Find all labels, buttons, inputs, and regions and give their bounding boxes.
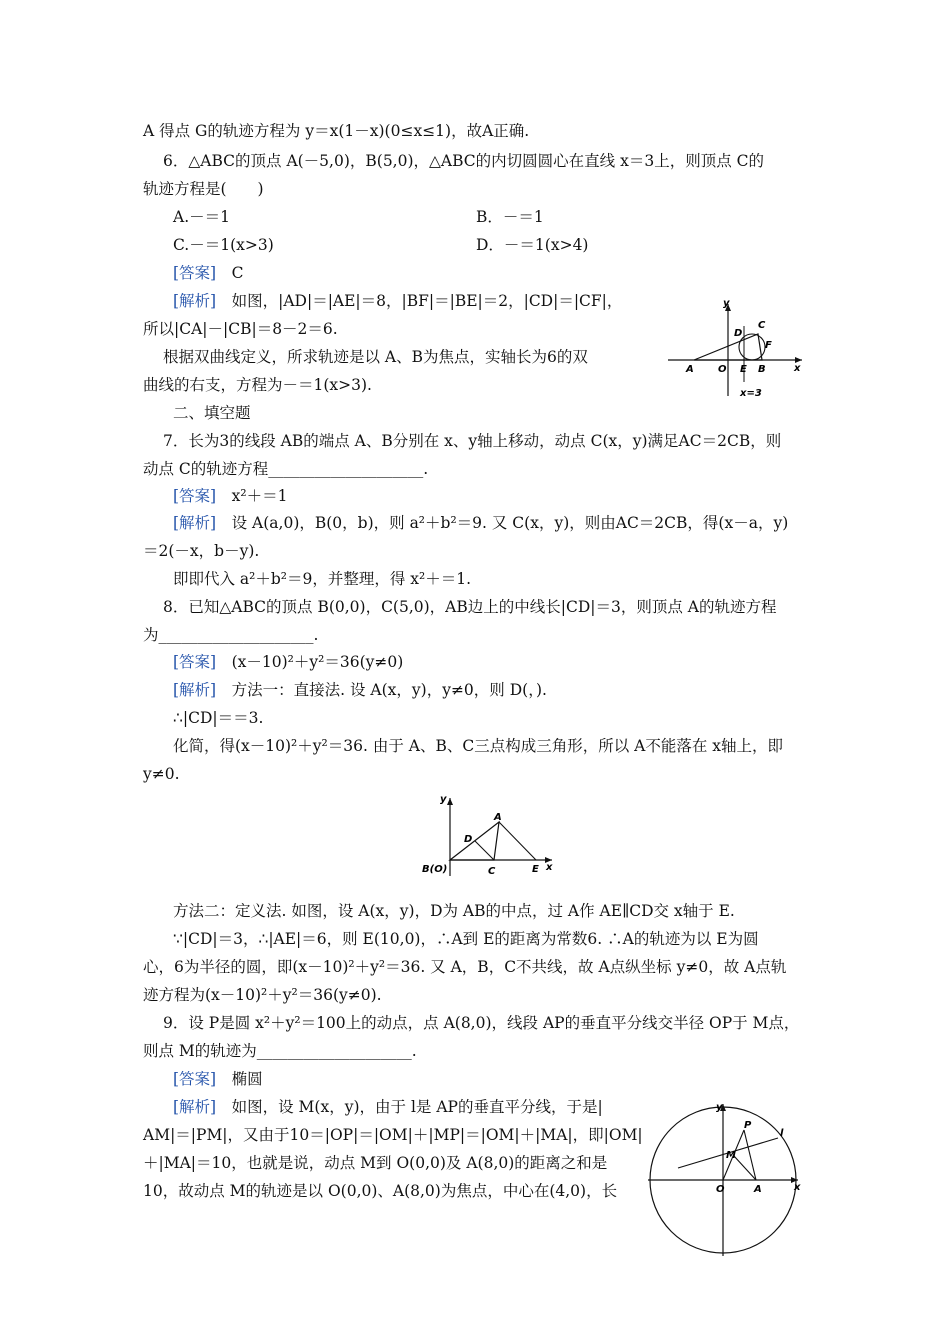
answer-value: C	[231, 264, 244, 282]
problem-6-line-1: 6．△ABC的顶点 A(－5,0)，B(5,0)，△ABC的内切圆圆心在直线 x＝3上，则顶点 C的	[163, 152, 764, 170]
analysis-6-line-4: 曲线的右支，方程为－＝1(x>3).	[143, 376, 372, 394]
analysis-8-line-6: ∵|CD|＝3，∴|AE|＝6，则 E(10,0)，∴A到 E的距离为常数6. ∴A的轨迹为以 E为圆	[173, 930, 759, 948]
analysis-8-line-7: 心，6为半径的圆，即(x－10)²＋y²＝36. 又 A，B，C不共线，故 A点纵坐标 y≠0，故 A点轨	[143, 958, 787, 976]
analysis-8-line-4: y≠0.	[143, 765, 180, 783]
label-l: l	[780, 1128, 784, 1139]
analysis-9-line-3: ＋|MA|＝10，也就是说，动点 M到 O(0,0)及 A(8,0)的距离之和是	[143, 1154, 608, 1172]
label-a: A	[686, 364, 694, 375]
segment-ae	[499, 822, 536, 860]
problem-8-line-2: 为____________________.	[143, 626, 319, 644]
analysis-6-line-3: 根据双曲线定义，所求轨迹是以 A、B为焦点，实轴长为6的双	[163, 348, 588, 366]
analysis-9-line-1	[173, 1097, 603, 1117]
analysis-tag: [解析]	[173, 1098, 217, 1116]
analysis-7-line-3: 即即代入 a²＋b²＝9，并整理，得 x²＋＝1.	[173, 570, 472, 588]
label-a: A	[494, 812, 502, 823]
option-b: B．－＝1	[476, 208, 544, 226]
median-cd	[475, 841, 494, 860]
analysis-7-line-1	[173, 513, 788, 533]
label-p: P	[744, 1120, 752, 1131]
triangle-abc	[450, 822, 499, 860]
analysis-8-line-1	[173, 680, 547, 700]
answer-6	[173, 263, 244, 283]
label-d: D	[734, 328, 743, 339]
analysis-8-line-3: 化简，得(x－10)²＋y²＝36. 由于 A、B、C三点构成三角形，所以 A不能落在 x轴上，即	[173, 737, 783, 755]
option-a: A.－＝1	[173, 208, 230, 226]
label-b-o: B(O)	[422, 864, 448, 875]
label-x: x	[546, 862, 553, 873]
answer-tag: [答案]	[173, 264, 217, 282]
figure-median	[420, 790, 560, 882]
figure-ellipse	[648, 1100, 806, 1260]
analysis-6-line-2: 所以|CA|－|CB|＝8－2＝6.	[143, 320, 338, 338]
analysis-text: 如图，|AD|＝|AE|＝8，|BF|＝|BE|＝2，|CD|＝|CF|，	[231, 292, 623, 310]
label-x: x	[794, 1182, 801, 1193]
figure-incircle	[668, 296, 810, 402]
analysis-6-line-1	[173, 291, 622, 311]
answer-9	[173, 1069, 263, 1089]
answer-value: 椭圆	[231, 1070, 263, 1088]
label-x: x	[794, 363, 801, 374]
answer-7	[173, 486, 287, 506]
analysis-text: 方法一：直接法. 设 A(x，y)，y≠0，则 D(，).	[231, 681, 547, 699]
label-a: A	[754, 1184, 762, 1195]
y-axis-arrow-icon	[447, 798, 453, 805]
section-heading: 二、填空题	[173, 404, 251, 422]
analysis-8-line-5: 方法二：定义法. 如图，设 A(x，y)，D为 AB的中点，过 A作 AE∥CD交 x轴于 E.	[173, 902, 735, 920]
label-y: y	[440, 794, 447, 805]
label-c: C	[488, 866, 496, 877]
answer-tag: [答案]	[173, 653, 217, 671]
analysis-tag: [解析]	[173, 292, 217, 310]
problem-9-line-2: 则点 M的轨迹为____________________.	[143, 1042, 417, 1060]
analysis-9-line-2: AM|＝|PM|，又由于10＝|OP|＝|OM|＋|MP|＝|OM|＋|MA|，即|OM|	[143, 1126, 643, 1144]
analysis-text: 设 A(a,0)，B(0，b)，则 a²＋b²＝9. 又 C(x，y)，则由AC＝2CB，得(x－a，y)	[231, 514, 789, 532]
label-y: y	[716, 1102, 723, 1113]
option-d: D．－＝1(x>4)	[476, 236, 589, 254]
problem-7-line-1: 7．长为3的线段 AB的端点 A、B分别在 x、y轴上移动，动点 C(x，y)满足AC＝2CB，则	[163, 432, 782, 450]
line-1: A 得点 G的轨迹方程为 y＝x(1－x)(0≤x≤1)，故A正确.	[143, 122, 530, 140]
analysis-tag: [解析]	[173, 514, 217, 532]
answer-value: x²＋＝1	[231, 487, 288, 505]
incircle	[739, 334, 765, 360]
label-y: y	[723, 298, 730, 309]
analysis-text: 如图，设 M(x，y)，由于 l是 AP的垂直平分线，于是|	[231, 1098, 603, 1116]
label-f: F	[765, 340, 772, 351]
analysis-8-line-8: 迹方程为(x－10)²＋y²＝36(y≠0).	[143, 986, 382, 1004]
problem-9-line-1: 9．设 P是圆 x²＋y²＝100上的动点，点 A(8,0)，线段 AP的垂直平分线交半径 OP于 M点，	[163, 1014, 800, 1032]
label-e: E	[740, 364, 747, 375]
label-b: B	[758, 364, 766, 375]
label-m: M	[726, 1150, 736, 1161]
problem-7-line-2: 动点 C的轨迹方程____________________.	[143, 460, 429, 478]
analysis-tag: [解析]	[173, 681, 217, 699]
option-c: C.－＝1(x>3)	[173, 236, 274, 254]
label-o: O	[718, 364, 727, 375]
analysis-8-line-2: ∴|CD|＝＝3.	[173, 709, 264, 727]
answer-tag: [答案]	[173, 1070, 217, 1088]
label-d: D	[464, 834, 473, 845]
segment-ap	[744, 1130, 756, 1180]
problem-6-line-2: 轨迹方程是( )	[143, 180, 264, 198]
analysis-9-line-4: 10，故动点 M的轨迹是以 O(0,0)、A(8,0)为焦点，中心在(4,0)，长	[143, 1182, 618, 1200]
label-e: E	[532, 864, 539, 875]
label-c: C	[758, 320, 766, 331]
answer-value: (x－10)²＋y²＝36(y≠0)	[231, 653, 404, 671]
analysis-7-line-2: ＝2(－x，b－y).	[143, 542, 260, 560]
answer-tag: [答案]	[173, 487, 217, 505]
label-x-eq-3: x=3	[740, 388, 762, 399]
label-o: O	[716, 1184, 725, 1195]
answer-8	[173, 652, 403, 672]
problem-8-line-1: 8．已知△ABC的顶点 B(0,0)，C(5,0)，AB边上的中线长|CD|＝3，则顶点 A的轨迹方程	[163, 598, 777, 616]
